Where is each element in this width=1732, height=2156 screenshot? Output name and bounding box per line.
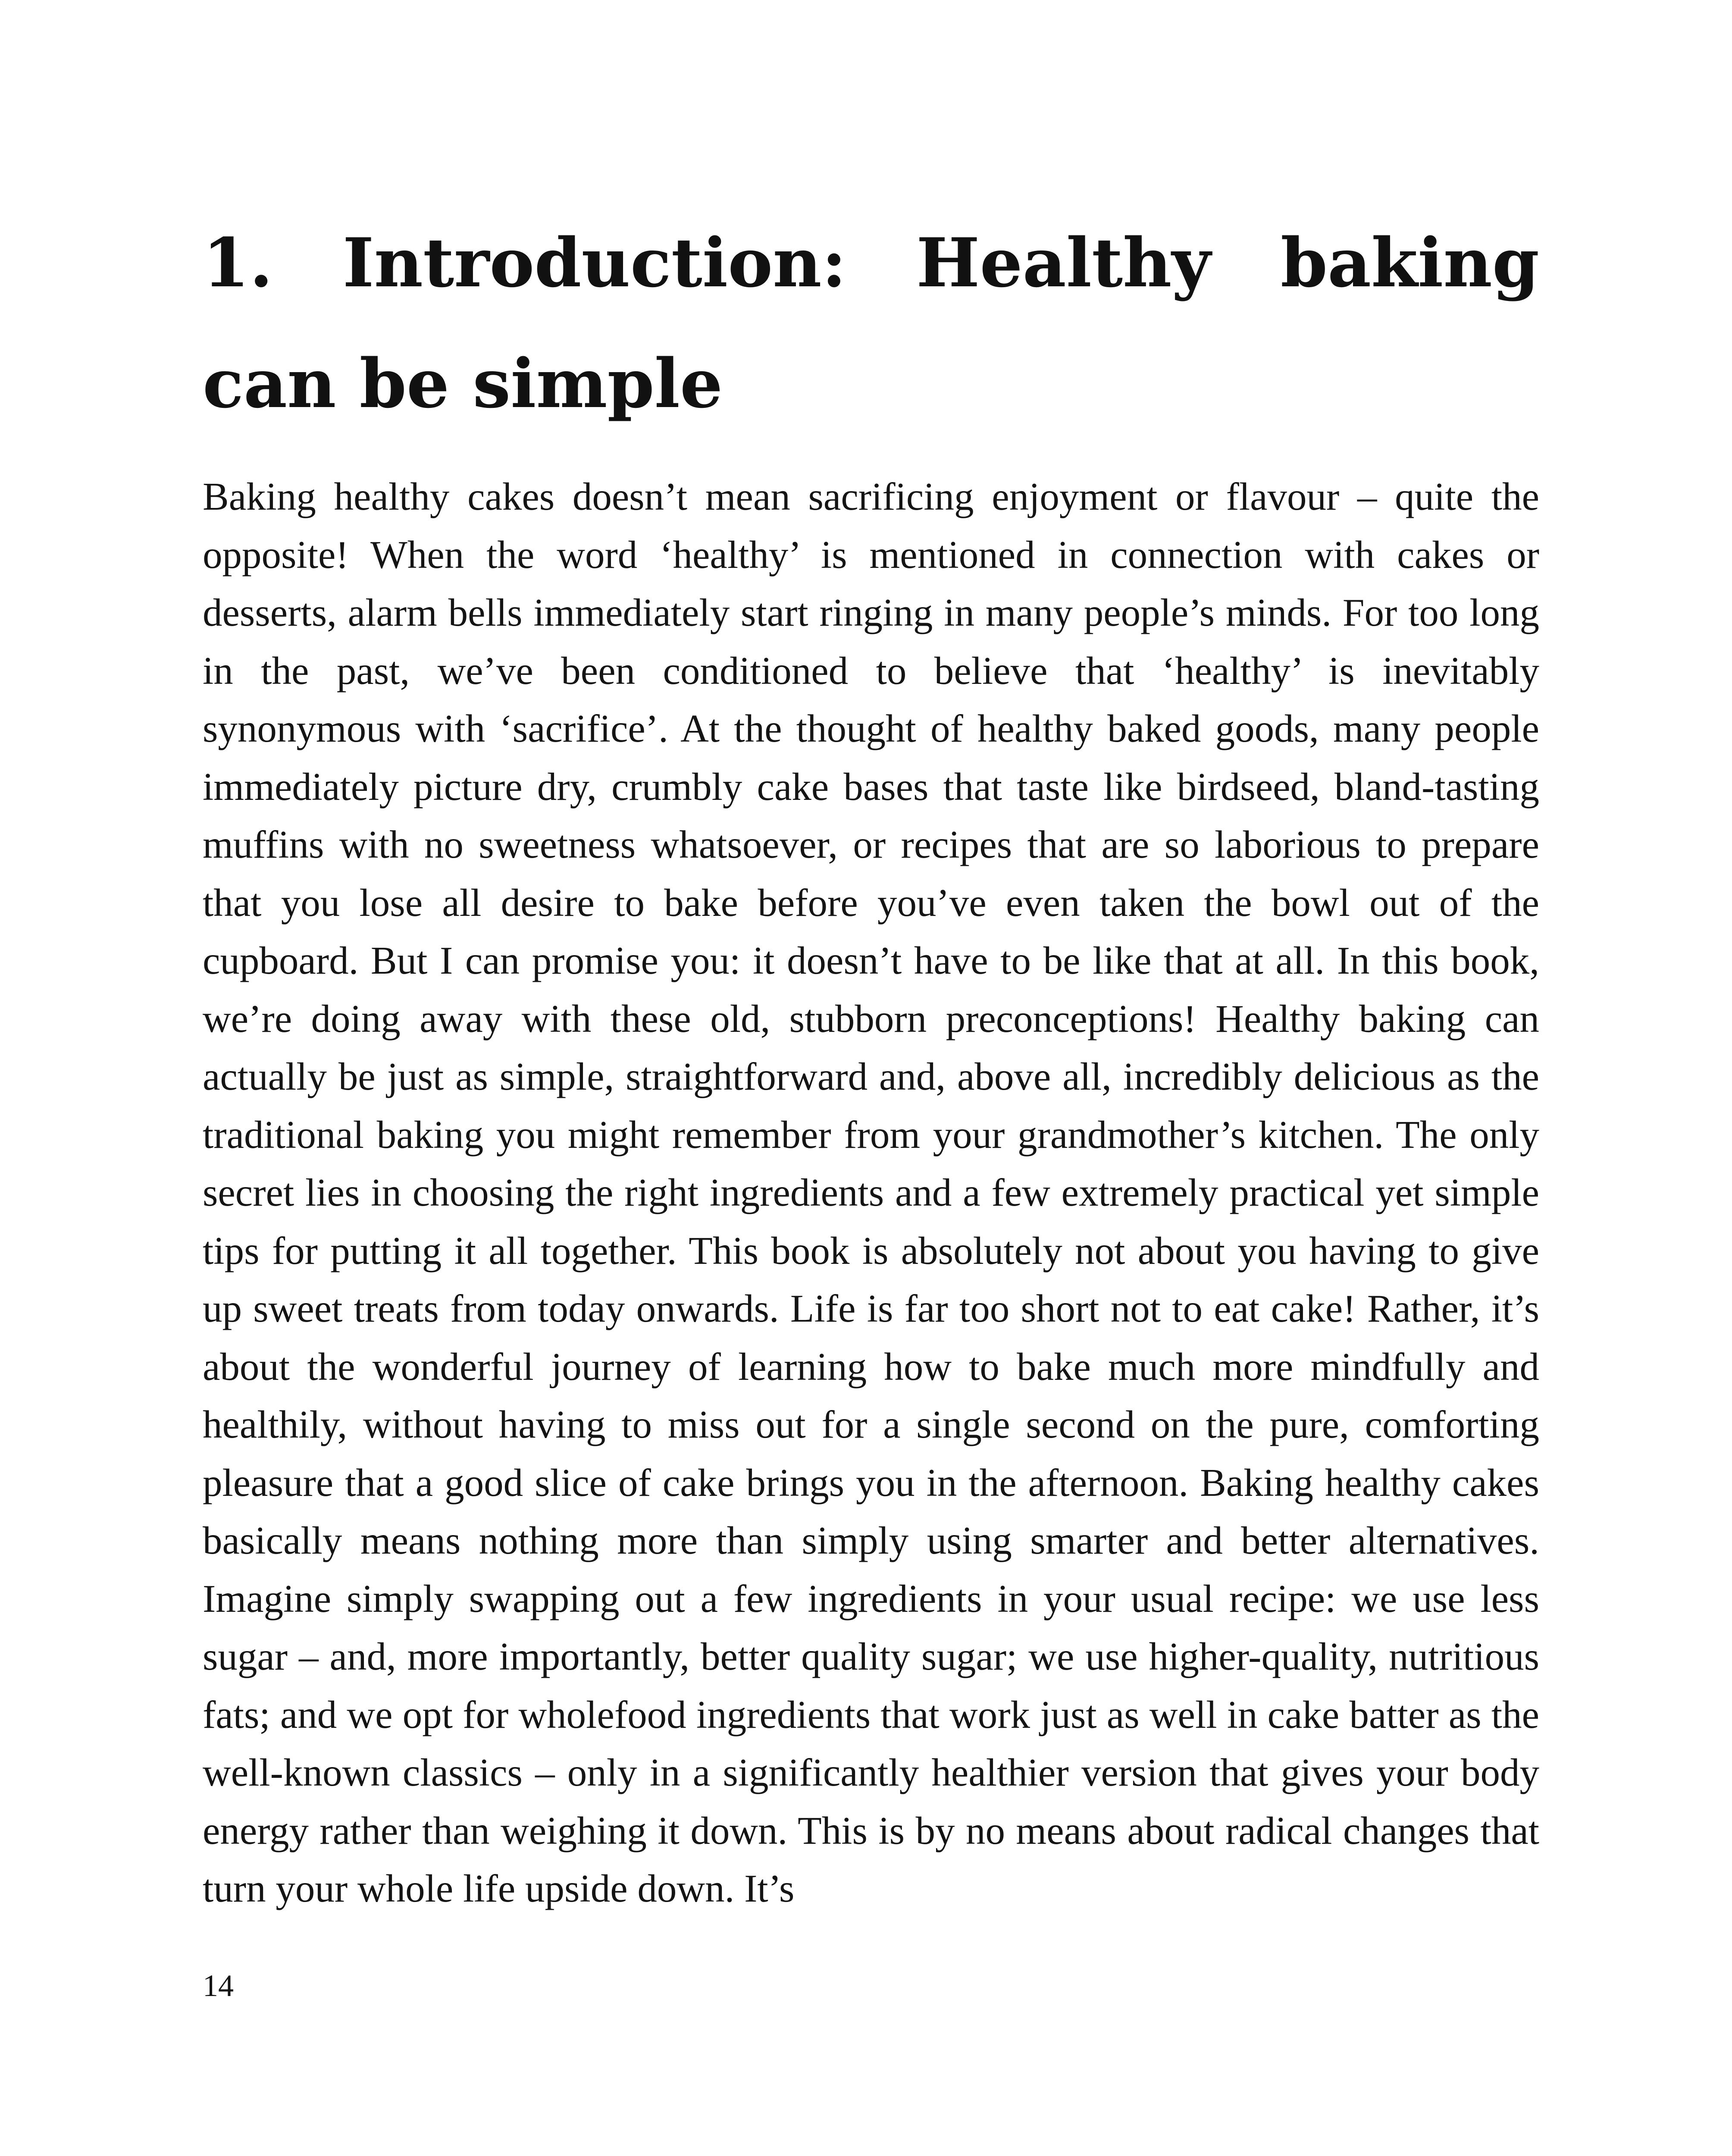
chapter-heading: 1. Introduction: Healthy baking can be simple [203,223,1539,423]
body-paragraph: Baking healthy cakes doesn’t mean sacrificing enjoyment or flavour – quite the opposite! When the word ‘healthy’ is mentioned in connection with cakes or desserts, alarm bells immediately start ringing in many people’s minds. For too long in the past, we’ve been conditioned to believe that ‘healthy’ is inevitably synonymous with ‘sacrifice’. At the thought of healthy baked goods, many people immediately picture dry, crumbly cake bases that taste like birdseed, bland-tasting muffins with no sweetness whatsoever, or recipes that are so laborious to prepare that you lose all desire to bake before you’ve even taken the bowl out of the cupboard. But I can promise you: it doesn’t have to be like that at all. In this book, we’re doing away with these old, stubborn preconceptions! Healthy baking can actually be just as simple, straightforward and, above all, incredibly delicious as the traditional baking you might remember from your grandmother’s kitchen. The only secret lies in choosing the right ingredients and a few extremely practical yet simple tips for putting it all together. This book is absolutely not about you having to give up sweet treats from today onwards. Life is far too short not to eat cake! Rather, it’s about the wonderful journey of learning how to bake much more mindfully and healthily, without having to miss out for a single second on the pure, comforting pleasure that a good slice of cake brings you in the afternoon. Baking healthy cakes basically means nothing more than simply using smarter and better alternatives. Imagine simply swapping out a few ingredients in your usual recipe: we use less sugar – and, more importantly, better quality sugar; we use higher-quality, nutritious fats; and we opt for wholefood ingredients that work just as well in cake batter as the well-known classics – only in a significantly healthier version that gives your body energy rather than weighing it down. This is by no means about radical changes that turn your whole life upside down. It’s [203,475,1539,1910]
page-number: 14 [203,1968,234,2003]
